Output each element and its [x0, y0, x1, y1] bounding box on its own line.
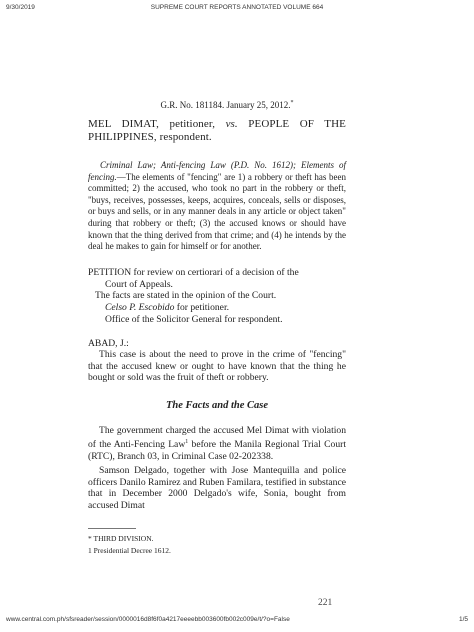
petitioner: MEL DIMAT, petitioner, [88, 118, 216, 130]
ponente: ABAD, J.: [88, 337, 129, 349]
print-date: 9/30/2019 [6, 4, 35, 11]
counsel-petitioner [88, 302, 346, 314]
counsel-role: for petitioner. [174, 302, 230, 314]
gr-number: G.R. No. 181184. [160, 100, 225, 110]
opinion-paragraph-2 [88, 425, 346, 463]
opinion-paragraph-3: Samson Delgado, together with Jose Mantequilla and police officers Danilo Ramirez and Ruben Familara, testified in substance that in December 2000 Delgado's wife, Sonia, bought from accused Dimat [88, 464, 346, 512]
source-url: www.central.com.ph/sfsreader/session/0000016d8f6f0a4217eeeebb003600fb002c009e/t/?o=False [6, 616, 290, 623]
footnotes [88, 533, 346, 557]
footnote-ref-1: 1 [185, 438, 189, 445]
counsel-name: Celso P. Escobido [105, 302, 175, 314]
footnote-star-text: * THIRD DIVISION. [88, 533, 154, 543]
versus: vs. [225, 118, 238, 130]
petition-line-2: Court of Appeals. [105, 278, 173, 290]
footnote-star: * [290, 100, 294, 106]
document-title: SUPREME COURT REPORTS ANNOTATED VOLUME 664 [150, 4, 324, 11]
opinion-paragraph-1: This case is about the need to prove in the crime of "fencing" that the accused knew or ought to have known that the thing he bought or sold was the fruit of theft or robbery. [88, 348, 346, 384]
print-page-count: 1/5 [458, 616, 468, 623]
syllabus-topic: Criminal Law; Anti-fencing Law (P.D. No. 1612); Elements of fencing. [88, 160, 346, 182]
browser-print-footer [6, 616, 468, 628]
browser-print-header [6, 4, 468, 16]
syllabus-text: —The elements of "fencing" are 1) a robbery or theft has been committed; 2) the accused, who took no part in the robbery or theft, "buys, receives, possesses, keeps, acquires, conceals, sells or disposes, or buys and sells, or in any manner deals in any article or object taken" during that robbery or theft; (3) the accused knows or should have known that the thing derived from that crime; and (4) he intends by the deal he makes to gain for himself or for another. [88, 171, 346, 252]
document-page [88, 100, 346, 557]
petition-line-1: PETITION for review on certiorari of a decision of the [88, 266, 299, 278]
case-number-line [108, 100, 346, 110]
petition-block [88, 267, 346, 326]
para2-text-b: before the Manila Regional Trial Court (RTC), Branch 03, in Criminal Case 02-202338. [88, 439, 346, 462]
footnote-divider [88, 528, 136, 529]
page-number: 221 [318, 598, 333, 608]
case-parties [88, 118, 346, 144]
section-heading: The Facts and the Case [165, 400, 269, 412]
facts-statement: The facts are stated in the opinion of the Court. [95, 290, 277, 302]
respondent: PEOPLE OF THE PHILIPPINES, respondent. [88, 118, 346, 143]
case-date: January 25, 2012. [226, 100, 291, 110]
para2-text-a: The government charged the accused Mel Dimat with violation of the Anti-Fencing Law [88, 425, 346, 451]
footnote-1-text: 1 Presidential Decree 1612. [88, 545, 171, 555]
syllabus [88, 160, 346, 253]
counsel-respondent: Office of the Solicitor General for respondent. [105, 313, 283, 325]
